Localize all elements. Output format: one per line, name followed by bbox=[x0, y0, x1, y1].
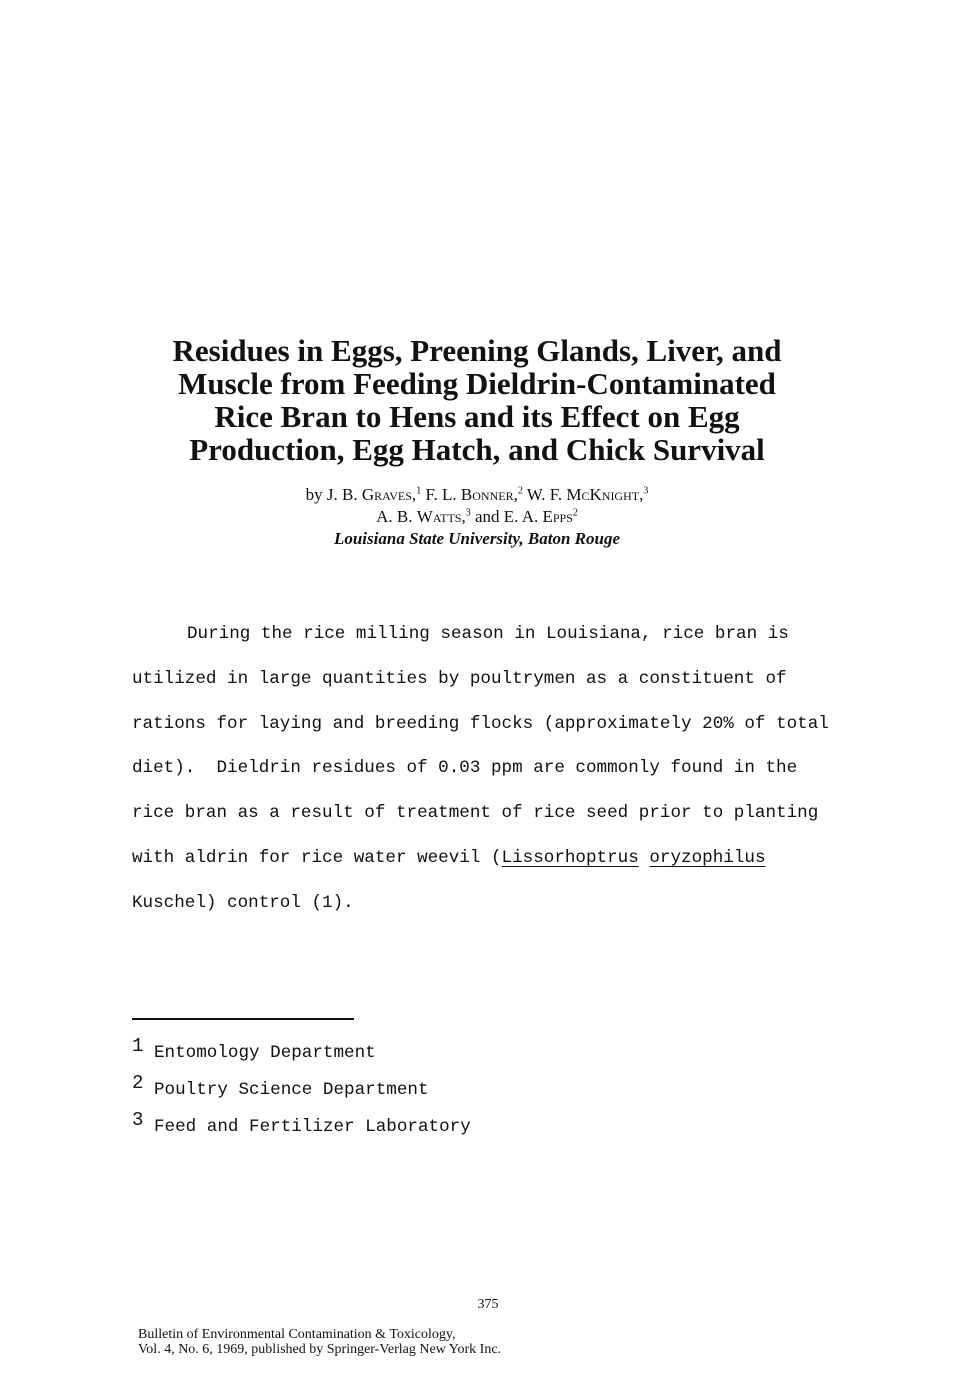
footnote-number: 1 bbox=[132, 1035, 144, 1057]
author-epps: Epps bbox=[542, 507, 573, 526]
title-line: Residues in Eggs, Preening Glands, Liver, and bbox=[172, 333, 782, 368]
body-line: rice bran as a result of treatment of rice seed prior to planting bbox=[132, 803, 819, 824]
author-watts-initials: A. B. bbox=[376, 507, 413, 526]
body-line: diet). Dieldrin residues of 0.03 ppm are commonly found in the bbox=[132, 758, 798, 779]
journal-line: Vol. 4, No. 6, 1969, published by Springer-Verlag New York Inc. bbox=[138, 1342, 502, 1357]
author-block bbox=[120, 484, 834, 550]
author-epps-sup: 2 bbox=[572, 507, 578, 519]
footnote-number: 2 bbox=[132, 1072, 144, 1094]
page-number: 375 bbox=[477, 1297, 499, 1312]
author-and: and E. A. bbox=[474, 507, 539, 526]
author-bonner: Bonner, bbox=[460, 485, 518, 504]
body-paragraph bbox=[132, 612, 872, 926]
footnote-text: Entomology Department bbox=[154, 1043, 376, 1063]
title-line: Production, Egg Hatch, and Chick Survival bbox=[189, 432, 765, 467]
body-line-text: with aldrin for rice water weevil ( bbox=[132, 847, 502, 868]
author-graves: Graves, bbox=[361, 485, 417, 504]
paper-title bbox=[120, 334, 834, 466]
footnote-item bbox=[132, 1065, 471, 1102]
species-name: oryzophilus bbox=[649, 847, 766, 868]
footnotes bbox=[132, 1028, 471, 1139]
title-line: Muscle from Feeding Dieldrin-Contaminated bbox=[178, 366, 776, 401]
author-bonner-sup: 2 bbox=[517, 485, 523, 497]
body-line: rations for laying and breeding flocks (approximately 20% of total bbox=[132, 713, 829, 734]
body-line: utilized in large quantities by poultrymen as a constituent of bbox=[132, 668, 787, 689]
author-by: by J. B. bbox=[305, 485, 358, 504]
footnote-text: Poultry Science Department bbox=[154, 1080, 429, 1100]
body-line: Kuschel) control (1). bbox=[132, 892, 354, 913]
author-mcknight-sup: 3 bbox=[643, 485, 649, 497]
author-line-1 bbox=[120, 484, 834, 506]
footnote-item bbox=[132, 1102, 471, 1139]
genus-name: Lissorhoptrus bbox=[501, 847, 639, 868]
body-line-species bbox=[132, 836, 872, 881]
author-bonner-initials: F. L. bbox=[425, 485, 457, 504]
title-line: Rice Bran to Hens and its Effect on Egg bbox=[214, 399, 740, 434]
body-line: During the rice milling season in Louisiana, rice bran is bbox=[187, 624, 789, 644]
affiliation: Louisiana State University, Baton Rouge bbox=[333, 529, 621, 548]
footnote-item bbox=[132, 1028, 471, 1065]
journal-line: Bulletin of Environmental Contamination & Toxicology, bbox=[138, 1327, 456, 1342]
author-mcknight: McKnight, bbox=[566, 485, 644, 504]
author-watts-sup: 3 bbox=[465, 507, 471, 519]
author-watts: Watts, bbox=[416, 507, 466, 526]
footnote-divider bbox=[132, 1018, 354, 1020]
author-mcknight-initials: W. F. bbox=[526, 485, 563, 504]
space bbox=[639, 848, 650, 868]
journal-citation bbox=[138, 1327, 698, 1357]
author-graves-sup: 1 bbox=[416, 485, 422, 497]
footnote-text: Feed and Fertilizer Laboratory bbox=[154, 1117, 471, 1137]
footnote-number: 3 bbox=[132, 1109, 144, 1131]
author-line-2 bbox=[120, 506, 834, 528]
